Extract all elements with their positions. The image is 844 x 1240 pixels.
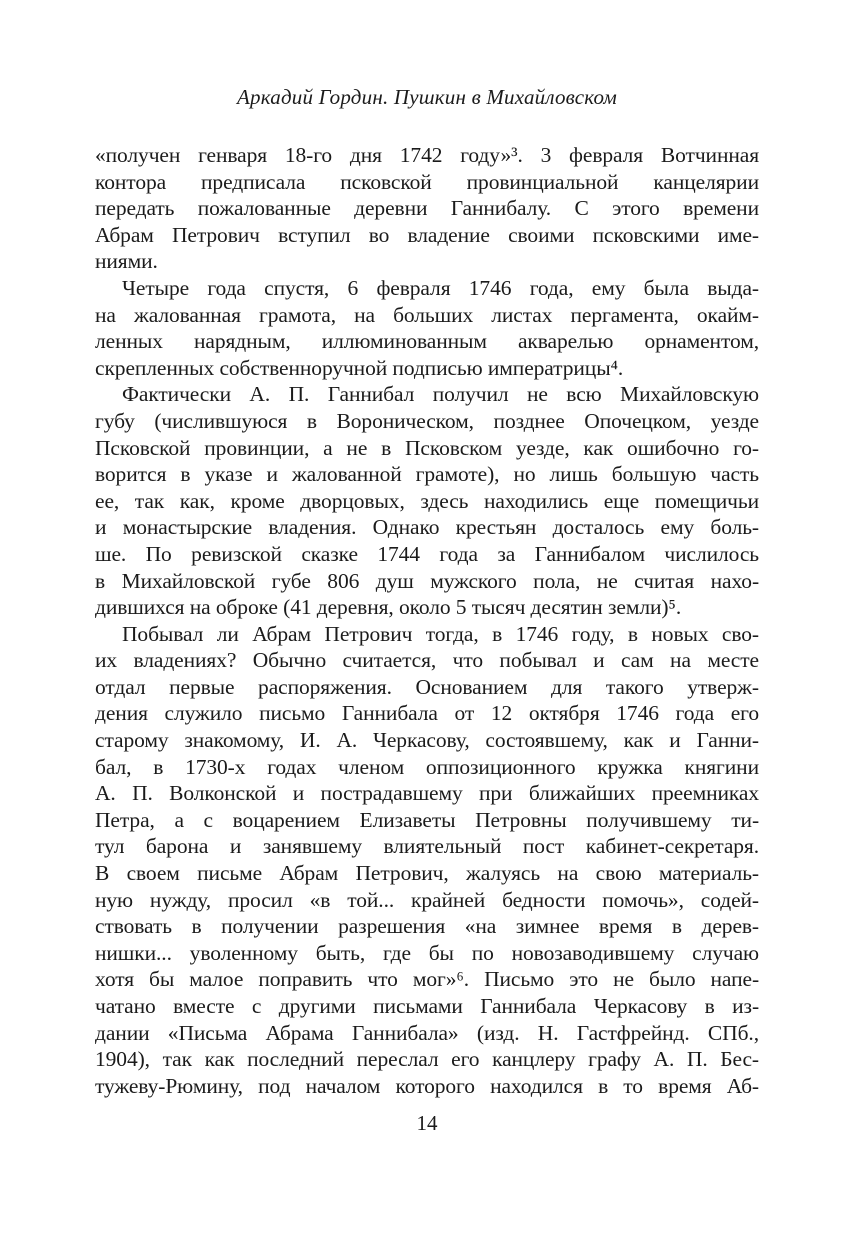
text-line: ше. По ревизской сказке 1744 года за Ганнибалом числилось — [95, 541, 759, 566]
text-line: нишки... уволенному быть, где бы по новозаводившему случаю — [95, 940, 759, 965]
body-text — [95, 142, 759, 1099]
text-line: тул барона и занявшему влиятельный пост кабинет-секретаря. — [95, 834, 759, 859]
text-line: 1904), так как последний переслал его канцлеру графу А. П. Бес- — [95, 1047, 759, 1072]
text-line: их владениях? Обычно считается, что побывал и сам на месте — [95, 648, 759, 673]
text-line: на жалованная грамота, на больших листах пергамента, окайм- — [95, 302, 759, 327]
text-line: В своем письме Абрам Петрович, жалуясь на свою материаль- — [95, 861, 759, 886]
text-line: бал, в 1730-х годах членом оппозиционного кружка княгини — [95, 754, 759, 779]
text-line: губу (числившуюся в Вороническом, позднее Опочецком, уезде — [95, 408, 759, 433]
text-line: ленных нарядным, иллюминованным акварелью орнаментом, — [95, 329, 759, 354]
text-line: передать пожалованные деревни Ганнибалу. С этого времени — [95, 196, 759, 221]
text-line: скрепленных собственноручной подписью императрицы⁴. — [95, 355, 624, 380]
text-line: Фактически А. П. Ганнибал получил не всю Михайловскую — [122, 382, 759, 407]
text-line: Петра, а с воцарением Елизаветы Петровны получившему ти- — [95, 807, 759, 832]
text-line: Абрам Петрович вступил во владение своими псковскими име- — [95, 222, 759, 247]
text-line: ее, так как, кроме дворцовых, здесь находились еще помещичьи — [95, 488, 759, 513]
text-line: дании «Письма Абрама Ганнибала» (изд. Н. Гастфрейнд. СПб., — [95, 1020, 759, 1045]
text-line: старому знакомому, И. А. Черкасову, состоявшему, как и Ганни- — [95, 728, 759, 753]
text-line: Четыре года спустя, 6 февраля 1746 года, ему была выда- — [122, 275, 759, 300]
text-line: в Михайловской губе 806 душ мужского пола, не считая нахо- — [95, 568, 759, 593]
text-line: ниями. — [95, 249, 158, 274]
text-line: отдал первые распоряжения. Основанием для такого утверж- — [95, 674, 759, 699]
running-head: Аркадий Гордин. Пушкин в Михайловском — [237, 85, 617, 109]
text-line: Побывал ли Абрам Петрович тогда, в 1746 году, в новых сво- — [122, 621, 759, 646]
text-line: А. П. Волконской и пострадавшему при ближайших преемниках — [95, 781, 759, 806]
text-line: ную нужду, просил «в той... крайней бедности помочь», содей- — [95, 887, 759, 912]
text-line: Псковской провинции, а не в Псковском уезде, как ошибочно го- — [95, 435, 759, 460]
text-line: дения служило письмо Ганнибала от 12 октября 1746 года его — [95, 701, 759, 726]
text-line: чатано вместе с другими письмами Ганнибала Черкасову в из- — [95, 994, 759, 1018]
text-line: ворится в указе и жалованной грамоте), но лишь большую часть — [95, 462, 759, 487]
text-line: тужеву-Рюмину, под началом которого находился в то время Аб- — [95, 1073, 759, 1098]
text-line: контора предписала псковской провинциальной канцелярии — [95, 169, 759, 194]
text-line: дившихся на оброке (41 деревня, около 5 тысяч десятин земли)⁵. — [95, 595, 682, 620]
page-number: 14 — [416, 1111, 438, 1135]
text-line: ствовать в получении разрешения «на зимнее время в дерев- — [95, 914, 759, 939]
text-line: «получен генваря 18-го дня 1742 году»³. 3 февраля Вотчинная — [95, 143, 759, 167]
text-line: хотя бы малое поправить что мог»⁶. Письмо это не было напе- — [95, 967, 759, 992]
text-line: и монастырские владения. Однако крестьян досталось ему боль- — [95, 515, 759, 540]
